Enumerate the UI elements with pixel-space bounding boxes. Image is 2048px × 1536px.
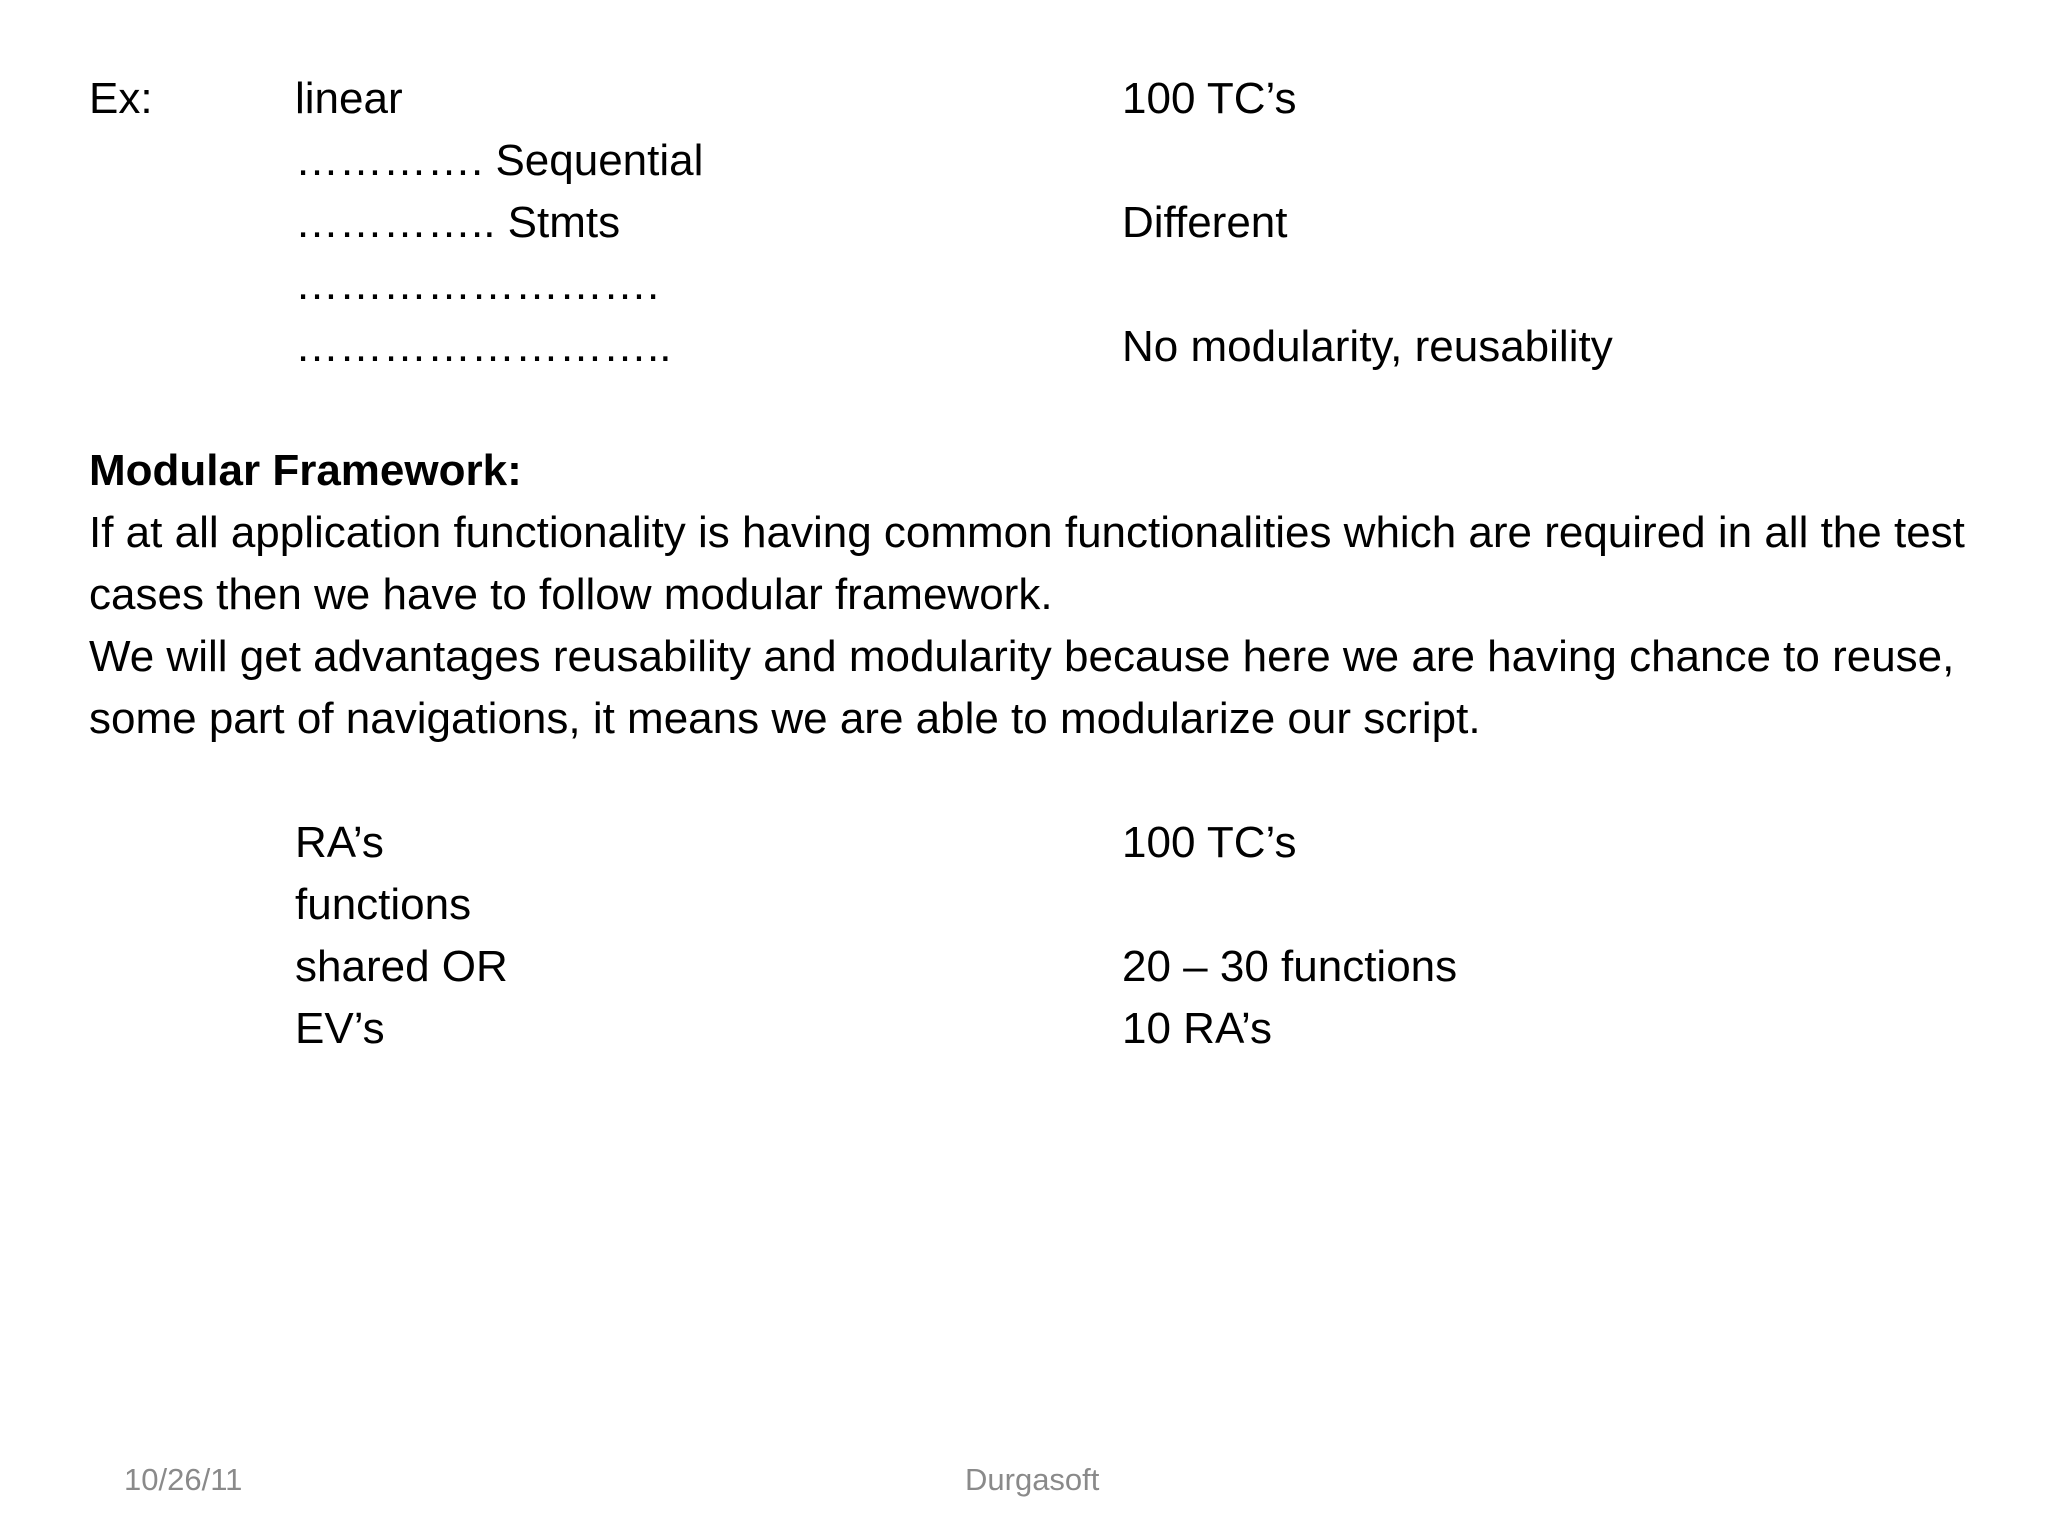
example-left-line-2: …………. Sequential [295,136,704,185]
example-left-line-1: linear [295,74,403,123]
example-left-line-5: …………………….. [295,322,672,371]
component-right-line-1: 100 TC’s [1122,818,1297,867]
footer-date: 10/26/11 [124,1462,243,1497]
example-left-line-4: ……………………. [295,260,660,309]
example-label: Ex: [89,74,153,123]
paragraph-1: If at all application functionality is having common functionalities which are required in all the test cases then we have to follow modular framework. [89,508,1965,619]
section-heading: Modular Framework: [89,446,522,495]
example-left-line-3: ………….. Stmts [295,198,621,247]
footer-company: Durgasoft [965,1462,1100,1497]
component-left-line-1: RA’s [295,818,384,867]
paragraph-2: We will get advantages reusability and modularity because here we are having chance to reuse, some part of navigations, it means we are able to modularize our script. [89,632,1955,743]
component-right-line-2: 20 – 30 functions [1122,942,1458,991]
example-right-line-3: No modularity, reusability [1122,322,1613,371]
component-right-line-3: 10 RA’s [1122,1004,1273,1053]
component-left-line-4: EV’s [295,1004,385,1053]
component-left-line-3: shared OR [295,942,508,991]
example-right-line-2: Different [1122,198,1288,247]
example-right-line-1: 100 TC’s [1122,74,1297,123]
component-left-line-2: functions [295,880,472,929]
